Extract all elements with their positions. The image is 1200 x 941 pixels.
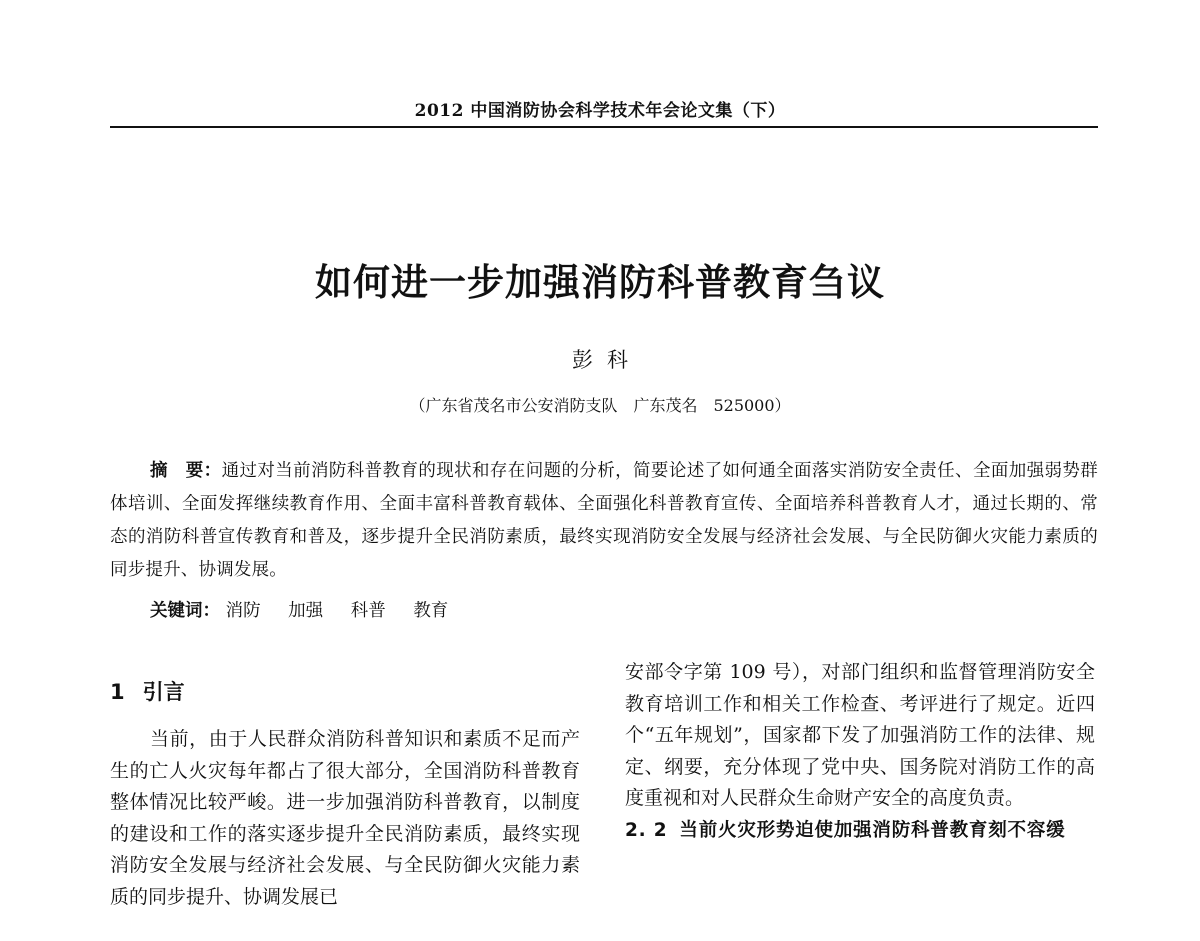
running-header: 2012 中国消防协会科学技术年会论文集（下）	[414, 101, 786, 121]
keywords-label: 关键词：	[150, 601, 220, 621]
keyword: 加强	[288, 601, 324, 621]
abstract	[110, 455, 1098, 587]
section-number: 1	[110, 680, 125, 704]
left-column	[110, 676, 580, 913]
header-rule	[110, 126, 1098, 128]
subsection-title: 当前火灾形势迫使加强消防科普教育刻不容缓	[679, 819, 1066, 841]
section-title: 引言	[142, 680, 185, 704]
right-column-paragraph: 安部令字第 109 号），对部门组织和监督管理消防安全教育培训工作和相关工作检查、考评进行了规定。近四个“五年规划”，国家都下发了加强消防工作的法律、规定、纲要，充分体现了党中央、国务院对消防工作的高度重视和对人民群众生命财产安全的高度负责。	[625, 661, 1095, 809]
subsection-number: 2. 2	[625, 819, 668, 841]
keyword: 消防	[225, 601, 261, 621]
author-name: 彭科	[572, 348, 642, 372]
subsection-2-2-heading	[625, 815, 1095, 847]
right-column	[625, 657, 1095, 846]
abstract-label: 摘 要：	[150, 461, 222, 481]
keyword: 教育	[413, 601, 449, 621]
keywords	[150, 597, 470, 622]
section-1-heading	[110, 676, 580, 724]
keyword: 科普	[350, 601, 386, 621]
paper-title: 如何进一步加强消防科普教育刍议	[315, 260, 885, 304]
abstract-text: 通过对当前消防科普教育的现状和存在问题的分析，简要论述了如何通全面落实消防安全责任、全面加强弱势群体培训、全面发挥继续教育作用、全面丰富科普教育载体、全面强化科普教育宣传、全面培养科普教育人才，通过长期的、常态的消防科普宣传教育和普及，逐步提升全民消防素质，最终实现消防安全发展与经济社会发展、与全民防御火灾能力素质的同步提升、协调发展。	[110, 461, 1098, 580]
section-1-paragraph: 当前，由于人民群众消防科普知识和素质不足而产生的亡人火灾每年都占了很大部分，全国消防科普教育整体情况比较严峻。进一步加强消防科普教育，以制度的建设和工作的落实逐步提升全民消防素质，最终实现消防安全发展与经济社会发展、与全民防御火灾能力素质的同步提升、协调发展已	[110, 728, 580, 908]
author-affiliation: （广东省茂名市公安消防支队 广东茂名 525000）	[409, 396, 791, 415]
